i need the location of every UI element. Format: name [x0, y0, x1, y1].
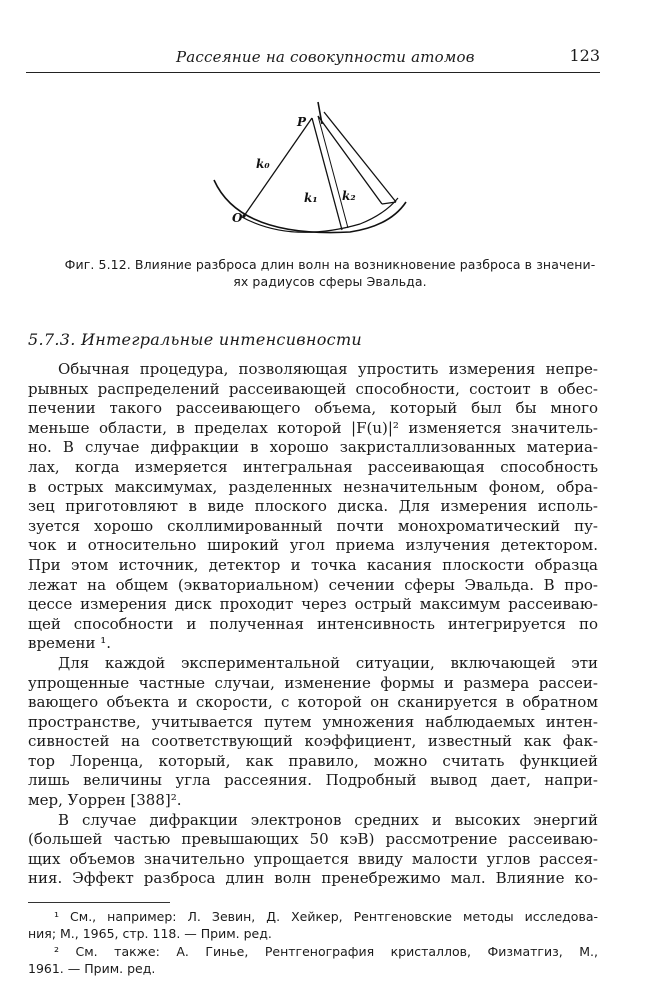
- text-line: печении такого рассеивающего объема, который был бы много: [28, 399, 598, 418]
- text-line: но. В случае дифракции в хорошо закристаллизованных материа-: [28, 438, 598, 457]
- text-line: ния. Эффект разброса длин волн пренебрежимо мал. Влияние ко-: [28, 869, 598, 888]
- caption-line: Фиг. 5.12. Влияние разброса длин волн на возникновение разброса в значени-: [64, 257, 596, 272]
- p-tick: [318, 102, 322, 124]
- caption-line: ях радиусов сферы Эвальда.: [233, 274, 427, 289]
- ewald-arc-inner: [240, 198, 398, 232]
- ewald-sphere-diagram: [200, 98, 440, 250]
- k2-line-b: [324, 112, 396, 202]
- footnote-line: ния; М., 1965, стр. 118. — Прим. ред.: [28, 926, 272, 942]
- text-line: щей способности и полученная интенсивность интегрируется по: [28, 614, 598, 633]
- text-line: чок и относительно широкий угол приема излучения детектором.: [28, 536, 598, 555]
- figure-caption: [50, 256, 610, 290]
- text-line: лежат на общем (экваториальном) сечении сферы Эвальда. В про-: [28, 575, 598, 594]
- k1-line-b: [318, 116, 348, 228]
- page-number: 123: [569, 46, 600, 65]
- text-line: вающего объекта и скорости, с которой он сканируется в обратном: [28, 693, 598, 712]
- ewald-arc-outer: [214, 180, 406, 233]
- footnotes: [28, 908, 598, 977]
- text-line: в острых максимумах, разделенных незначительным фоном, обра-: [28, 477, 598, 496]
- k1-line-a: [312, 118, 342, 230]
- label-P: P: [297, 115, 307, 129]
- running-title: Рассеяние на совокупности атомов: [176, 48, 475, 66]
- label-k0: k₀: [256, 157, 270, 171]
- label-O: O: [232, 211, 243, 225]
- footnote-line: ¹ См., например: Л. Зевин, Д. Хейкер, Рентгеновские методы исследова-: [54, 909, 598, 924]
- text-line: лах, когда измеряется интегральная рассеивающая способность: [28, 457, 598, 476]
- text-line: мер, Уоррен [388]².: [28, 791, 182, 810]
- text-line: щих объемов значительно упрощается ввиду малости углов рассея-: [28, 849, 598, 868]
- text-line: зуется хорошо сколлимированный почти монохроматический пу-: [28, 516, 598, 535]
- text-line: (большей частью превышающих 50 кэВ) рассмотрение рассеиваю-: [28, 830, 598, 849]
- footnote-line: 1961. — Прим. ред.: [28, 960, 156, 976]
- footnote-line: ² См. также: А. Гинье, Рентгенография кристаллов, Физматгиз, М.,: [54, 943, 598, 959]
- body-text: [28, 360, 598, 889]
- text-line: зец приготовляют в виде плоского диска. Для измерения исполь-: [28, 497, 598, 516]
- text-line: тор Лоренца, который, как правило, можно считать функцией: [28, 751, 598, 770]
- text-line: В случае дифракции электронов средних и высоких энергий: [58, 810, 598, 829]
- text-line: цессе измерения диск проходит через острый максимум рассеиваю-: [28, 595, 598, 614]
- section-title: 5.7.3. Интегральные интенсивности: [28, 330, 363, 349]
- label-k2: k₂: [342, 189, 356, 203]
- text-line: лишь величины угла рассеяния. Подробный вывод дает, напри-: [28, 771, 598, 790]
- text-line: сивностей на соответствующий коэффициент, известный как фак-: [28, 732, 598, 751]
- origin-point: [242, 214, 245, 217]
- text-line: При этом источник, детектор и точка касания плоскости образца: [28, 555, 598, 574]
- text-line: пространстве, учитывается путем умножения наблюдаемых интен-: [28, 712, 598, 731]
- text-line: Обычная процедура, позволяющая упростить измерения непре-: [58, 360, 598, 378]
- text-line: упрощенные частные случаи, изменение формы и размера рассеи-: [28, 673, 598, 692]
- text-line: меньше области, в пределах которой |F(u)|² изменяется значитель-: [28, 418, 598, 437]
- text-line: Для каждой экспериментальной ситуации, включающей эти: [58, 653, 598, 672]
- label-k1: k₁: [304, 191, 318, 205]
- page-header: [26, 44, 600, 73]
- ewald-sphere-figure: [200, 98, 440, 250]
- k0-line: [244, 118, 312, 216]
- text-line: рывных распределений рассеивающей способности, состоит в обес-: [28, 379, 598, 398]
- text-line: времени ¹.: [28, 634, 112, 653]
- footnote-divider: [28, 902, 170, 903]
